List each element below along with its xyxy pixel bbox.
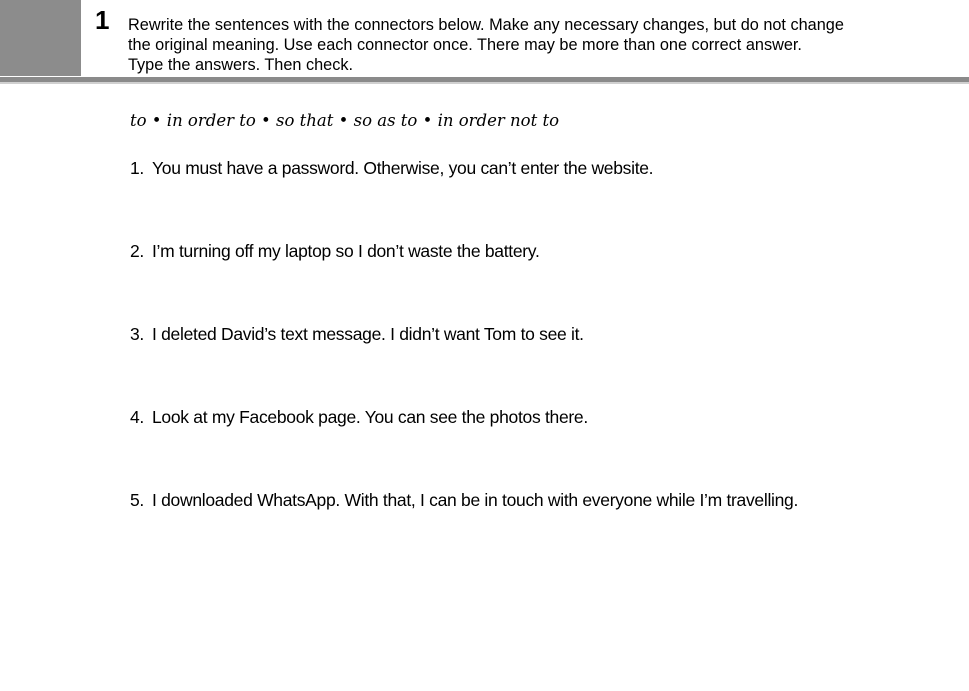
sentence-text: Look at my Facebook page. You can see the photos there.	[152, 407, 588, 427]
sentence-item-2	[130, 238, 950, 321]
sentence-number: 3.	[130, 324, 144, 344]
instruction-line-3: Type the answers. Then check.	[128, 56, 354, 74]
sentence-number: 4.	[130, 407, 144, 427]
sentence-text: I downloaded WhatsApp. With that, I can be in touch with everyone while I’m travelling.	[152, 490, 799, 510]
sentence-number: 1.	[130, 158, 144, 178]
instruction-line-2: the original meaning. Use each connector once. There may be more than one correct answer.	[128, 36, 802, 54]
exercise-number: 1	[95, 5, 110, 35]
exercise-instructions	[128, 15, 958, 75]
sentence-number: 2.	[130, 241, 144, 261]
header-divider-shadow	[0, 82, 969, 84]
sentence-text: You must have a password. Otherwise, you can’t enter the website.	[152, 158, 654, 178]
header-color-block	[0, 0, 81, 76]
sentence-list	[130, 155, 950, 570]
instruction-line-1: Rewrite the sentences with the connectors below. Make any necessary changes, but do not change	[128, 16, 844, 34]
connector-list: to • in order to • so that • so as to • in order not to	[130, 111, 560, 130]
exercise-header	[0, 0, 969, 84]
sentence-item-3	[130, 321, 950, 404]
sentence-item-1	[130, 155, 950, 238]
sentence-text: I’m turning off my laptop so I don’t waste the battery.	[152, 241, 540, 261]
sentence-item-5	[130, 487, 950, 570]
sentence-number: 5.	[130, 490, 144, 510]
sentence-item-4	[130, 404, 950, 487]
sentence-text: I deleted David’s text message. I didn’t want Tom to see it.	[152, 324, 584, 344]
